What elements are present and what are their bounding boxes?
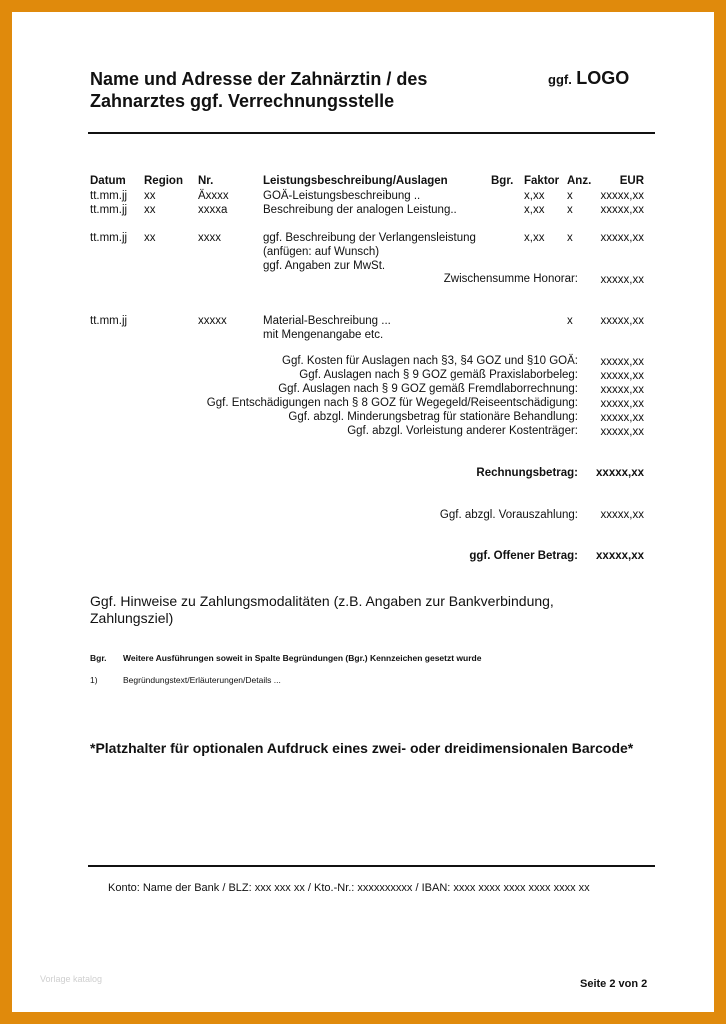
footnote-item-text: Begründungstext/Erläuterungen/Details ... — [123, 675, 281, 685]
row-anz: x — [567, 232, 573, 244]
logo-placeholder — [548, 68, 629, 89]
col-bgr: Bgr. — [491, 175, 514, 187]
sender-title-line2: Zahnarztes ggf. Verrechnungsstelle — [90, 91, 395, 111]
material-description-2: mit Mengenangabe etc. — [263, 329, 384, 341]
col-anz: Anz. — [567, 175, 592, 187]
col-faktor: Faktor — [524, 175, 560, 187]
material-datum: tt.mm.jj — [90, 315, 128, 327]
footnote-item-key: 1) — [90, 675, 98, 685]
cost-label: Ggf. Auslagen nach § 9 GOZ gemäß Praxislaborbeleg: — [299, 369, 578, 381]
row-faktor: x,xx — [524, 232, 545, 244]
logo-prefix: ggf. — [548, 72, 572, 87]
sender-title-line1: Name und Adresse der Zahnärztin / des — [90, 69, 428, 89]
rechnungsbetrag-value: xxxxx,xx — [596, 467, 644, 479]
offener-betrag-value: xxxxx,xx — [596, 550, 644, 562]
footnote-head-key: Bgr. — [90, 653, 107, 663]
cost-value: xxxxx,xx — [600, 370, 644, 382]
row-anz: x — [567, 204, 573, 216]
col-nr: Nr. — [198, 175, 214, 187]
row-eur: xxxxx,xx — [600, 190, 644, 202]
page-number: Seite 2 von 2 — [580, 978, 648, 990]
barcode-placeholder: *Platzhalter für optionalen Aufdruck eines zwei- oder dreidimensionalen Barcode* — [90, 740, 634, 756]
row-region: xx — [144, 190, 156, 202]
row-datum: tt.mm.jj — [90, 232, 128, 244]
cost-label: Ggf. Auslagen nach § 9 GOZ gemäß Fremdlaborrechnung: — [278, 383, 578, 395]
row-region: xx — [144, 204, 156, 216]
col-datum: Datum — [90, 175, 126, 187]
row-description: GOÄ-Leistungsbeschreibung .. — [263, 190, 421, 202]
row-description-extra: (anfügen: auf Wunsch) — [263, 246, 380, 258]
col-eur: EUR — [619, 175, 644, 187]
row-anz: x — [567, 190, 573, 202]
payment-hints-line2: Zahlungsziel) — [90, 610, 174, 626]
cost-label: Ggf. Kosten für Auslagen nach §3, §4 GOZ und §10 GOÄ: — [282, 355, 578, 367]
cost-label: Ggf. Entschädigungen nach § 8 GOZ für Wegegeld/Reiseentschädigung: — [206, 397, 578, 409]
row-nr: Äxxxx — [198, 190, 229, 202]
material-nr: xxxxx — [198, 315, 227, 327]
offener-betrag-label: ggf. Offener Betrag: — [469, 550, 578, 562]
bank-details: Konto: Name der Bank / BLZ: xxx xxx xx / Kto.-Nr.: xxxxxxxxxx / IBAN: xxxx xxxx xxxx xxxx xxxx xx — [108, 882, 590, 894]
row-eur: xxxxx,xx — [600, 204, 644, 216]
row-region: xx — [144, 232, 156, 244]
vorauszahlung-label-text: Ggf. abzgl. Vorauszahlung: — [439, 509, 578, 521]
material-description: Material-Beschreibung ... — [263, 315, 391, 327]
footnote-head-text: Weitere Ausführungen soweit in Spalte Begründungen (Bgr.) Kennzeichen gesetzt wurde — [123, 653, 482, 663]
cost-value: xxxxx,xx — [600, 412, 644, 424]
cost-value: xxxxx,xx — [600, 398, 644, 410]
row-faktor: x,xx — [524, 190, 545, 202]
cost-label: Ggf. abzgl. Vorleistung anderer Kostenträger: — [347, 425, 578, 437]
invoice-page — [12, 12, 714, 1012]
row-nr: xxxxa — [198, 204, 228, 216]
row-description: Beschreibung der analogen Leistung.. — [263, 204, 457, 216]
header-divider — [88, 132, 655, 134]
row-eur: xxxxx,xx — [600, 232, 644, 244]
row-datum: tt.mm.jj — [90, 204, 128, 216]
cost-value: xxxxx,xx — [600, 356, 644, 368]
row-description: ggf. Beschreibung der Verlangensleistung — [263, 232, 476, 244]
col-beschreibung: Leistungsbeschreibung/Auslagen — [263, 175, 448, 187]
cost-label: Ggf. abzgl. Minderungsbetrag für stationäre Behandlung: — [288, 411, 578, 423]
cost-value: xxxxx,xx — [600, 384, 644, 396]
material-eur: xxxxx,xx — [600, 315, 644, 327]
rechnungsbetrag-label: Rechnungsbetrag: — [476, 467, 578, 479]
col-region: Region — [144, 175, 183, 187]
watermark-text: Vorlage katalog — [40, 974, 103, 984]
row-datum: tt.mm.jj — [90, 190, 128, 202]
row-faktor: x,xx — [524, 204, 545, 216]
subtotal-value: xxxxx,xx — [600, 274, 644, 286]
cost-value: xxxxx,xx — [600, 426, 644, 438]
material-anz: x — [567, 315, 573, 327]
vorauszahlung-value: xxxxx,xx — [600, 509, 644, 521]
row-nr: xxxx — [198, 232, 221, 244]
logo-word: LOGO — [576, 68, 630, 88]
vorauszahlung-label — [312, 508, 578, 522]
row-description-mwst: ggf. Angaben zur MwSt. — [263, 260, 386, 272]
payment-hints-line1: Ggf. Hinweise zu Zahlungsmodalitäten (z.B. Angaben zur Bankverbindung, — [90, 593, 554, 609]
footer-divider — [88, 865, 655, 867]
subtotal-label: Zwischensumme Honorar: — [443, 273, 578, 285]
